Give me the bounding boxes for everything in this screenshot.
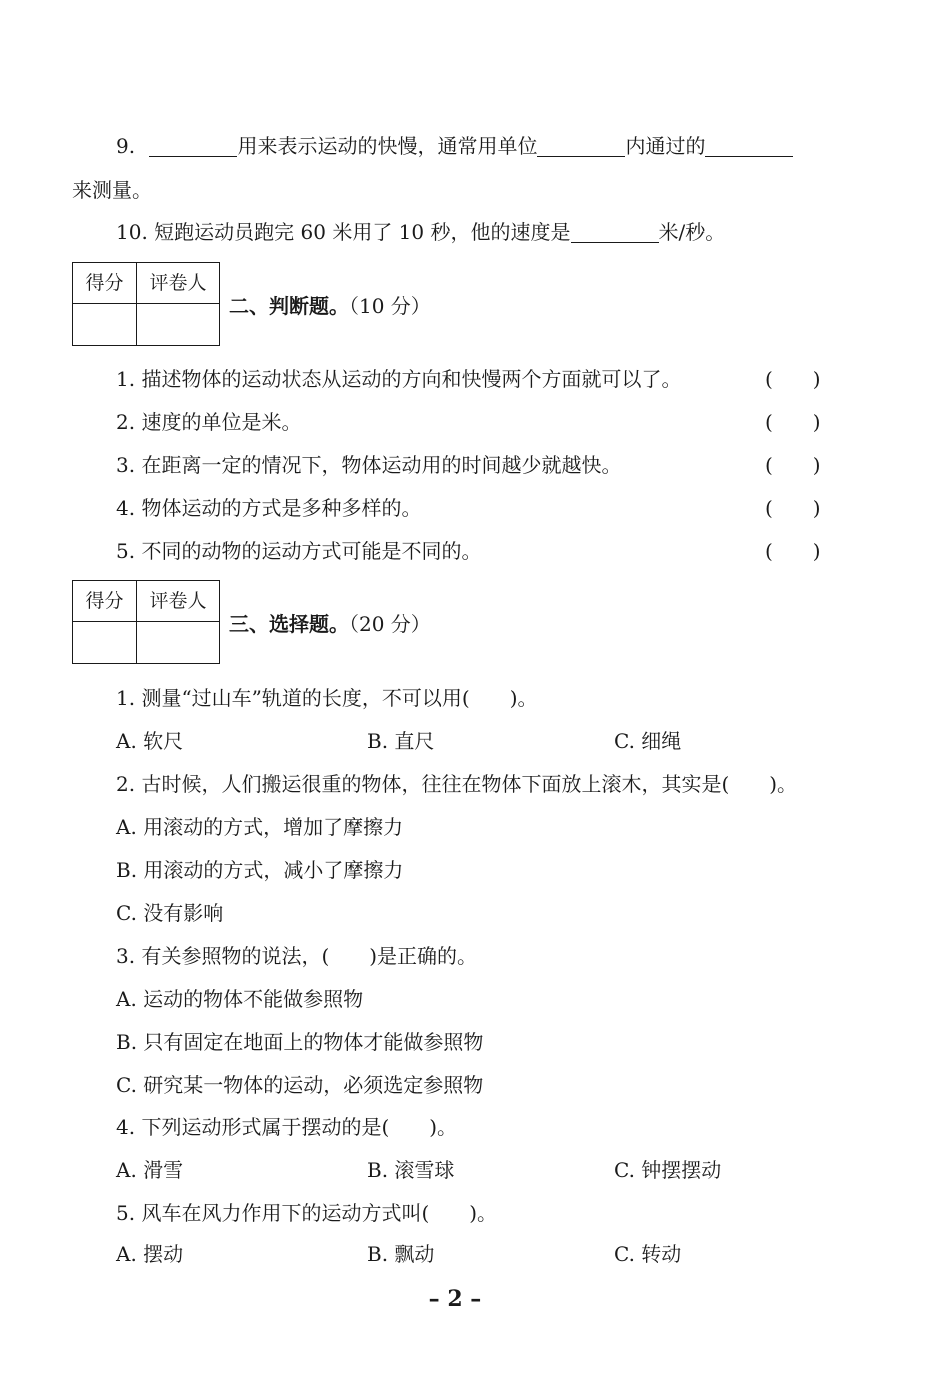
reviewer-label: 评卷人 (149, 272, 207, 294)
reviewer-label: 评卷人 (149, 590, 207, 612)
answer-paren[interactable]: ( ) (765, 539, 821, 563)
score-input-cell[interactable] (73, 304, 136, 345)
question-number: 9. (116, 134, 136, 158)
option-b[interactable]: B. 飘动 (367, 1242, 435, 1266)
answer-blank[interactable] (705, 136, 793, 157)
judge-item-5: 5. 不同的动物的运动方式可能是不同的。 (116, 539, 482, 563)
section-title: 三、选择题。 (229, 612, 349, 636)
choice-question-3: 3. 有关参照物的说法，( )是正确的。 (116, 944, 478, 968)
choice-question-5: 5. 风车在风力作用下的运动方式叫( )。 (116, 1201, 498, 1225)
option-a[interactable]: A. 软尺 (116, 729, 184, 753)
option-a[interactable]: A. 滑雪 (116, 1158, 184, 1182)
section-2-heading (229, 292, 431, 320)
section-points: （20 分） (349, 612, 431, 636)
page-number: – 2 – (428, 1286, 482, 1312)
answer-paren[interactable]: ( ) (765, 496, 821, 520)
option-b[interactable]: B. 用滚动的方式，减小了摩擦力 (116, 858, 404, 882)
answer-blank[interactable] (537, 136, 625, 157)
section-title: 二、判断题。 (229, 294, 349, 318)
score-input-cell[interactable] (73, 622, 136, 663)
answer-paren[interactable]: ( ) (765, 410, 821, 434)
option-c[interactable]: C. 钟摆摆动 (614, 1158, 722, 1182)
judge-item-2: 2. 速度的单位是米。 (116, 410, 302, 434)
judge-item-3: 3. 在距离一定的情况下，物体运动用的时间越少就越快。 (116, 453, 622, 477)
choice-question-1: 1. 测量“过山车”轨道的长度，不可以用( )。 (116, 686, 538, 710)
score-box (72, 580, 220, 664)
question-text: 用来表示运动的快慢，通常用单位 (237, 134, 538, 158)
answer-paren[interactable]: ( ) (765, 453, 821, 477)
answer-blank[interactable] (571, 222, 659, 243)
question-10 (116, 218, 725, 246)
question-text: 10. 短跑运动员跑完 60 米用了 10 秒，他的速度是 (116, 220, 571, 244)
reviewer-input-cell[interactable] (137, 304, 219, 345)
reviewer-input-cell[interactable] (137, 622, 219, 663)
score-label: 得分 (85, 590, 124, 612)
option-a[interactable]: A. 运动的物体不能做参照物 (116, 987, 364, 1011)
judge-item-1: 1. 描述物体的运动状态从运动的方向和快慢两个方面就可以了。 (116, 367, 682, 391)
option-b[interactable]: B. 只有固定在地面上的物体才能做参照物 (116, 1030, 484, 1054)
option-b[interactable]: B. 滚雪球 (367, 1158, 455, 1182)
option-a[interactable]: A. 摆动 (116, 1242, 184, 1266)
answer-blank[interactable] (149, 136, 237, 157)
option-c[interactable]: C. 细绳 (614, 729, 682, 753)
question-text: 内通过的 (625, 134, 706, 158)
option-c[interactable]: C. 研究某一物体的运动，必须选定参照物 (116, 1073, 484, 1097)
choice-question-4: 4. 下列运动形式属于摆动的是( )。 (116, 1115, 458, 1139)
choice-question-2: 2. 古时候，人们搬运很重的物体，往往在物体下面放上滚木，其实是( )。 (116, 772, 798, 796)
score-box (72, 262, 220, 346)
section-3-heading (229, 610, 431, 638)
option-c[interactable]: C. 转动 (614, 1242, 682, 1266)
question-9-line1 (116, 132, 793, 160)
judge-item-4: 4. 物体运动的方式是多种多样的。 (116, 496, 422, 520)
option-c[interactable]: C. 没有影响 (116, 901, 224, 925)
unit-text: 米/秒。 (658, 220, 726, 244)
option-a[interactable]: A. 用滚动的方式，增加了摩擦力 (116, 815, 404, 839)
score-label: 得分 (85, 272, 124, 294)
question-9-line2: 来测量。 (72, 178, 152, 202)
option-b[interactable]: B. 直尺 (367, 729, 435, 753)
answer-paren[interactable]: ( ) (765, 367, 821, 391)
section-points: （10 分） (349, 294, 431, 318)
